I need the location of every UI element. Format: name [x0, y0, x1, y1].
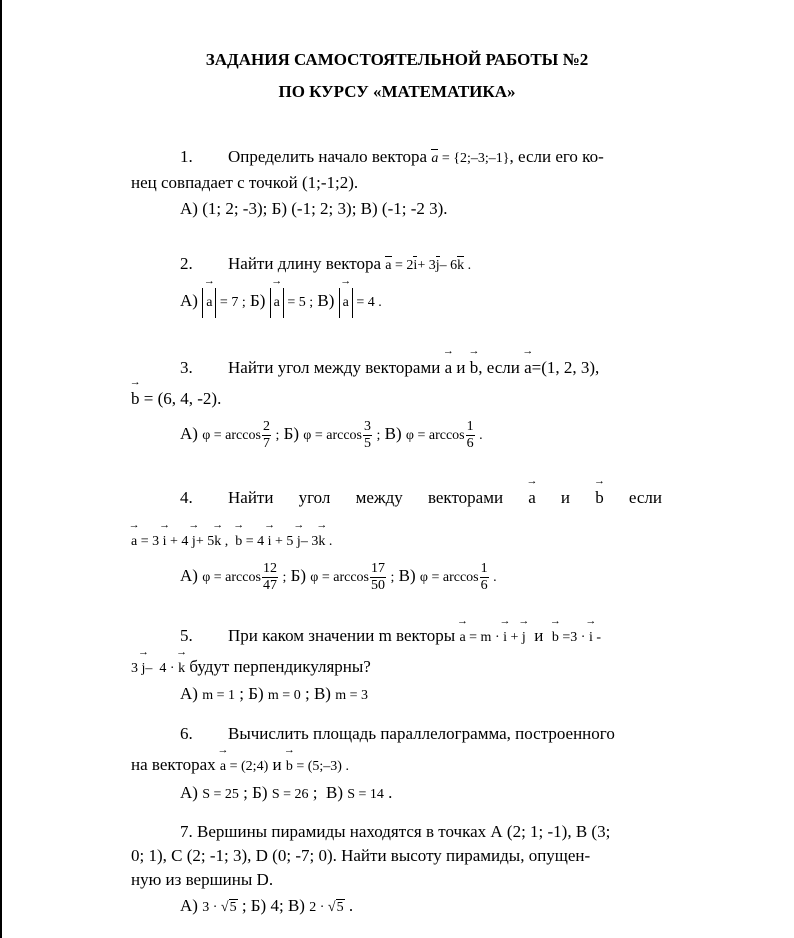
task-7-answers: А) 3 · √5 ; Б) 4; В) 2 · √5 . — [180, 896, 354, 915]
task-3-answers: А) φ = arccos $\frac{2}{7}$ ; Б) φ = arccos $\frac{3}{5}$ ; В) φ = arccos $\frac{1}{6}$ . — [180, 419, 483, 452]
task-7-line3: ную из вершины D. — [131, 870, 274, 889]
task-5-line2: 3 → j– 4 · → k будут перпендикулярны? — [131, 657, 371, 679]
page-subtitle: ПО КУРСУ «МАТЕМАТИКА» — [278, 82, 516, 101]
task-6-answers: А) S = 25 ; Б) S = 26 ; В) S = 14 . — [180, 783, 393, 802]
task-3-line1: Найти угол между векторами → a и → b, если → a=(1, 2, 3), — [228, 358, 599, 378]
task-6-line1: Вычислить площадь параллелограмма, построенного — [228, 724, 615, 743]
task-4-line2: → a = 3 → i + 4 → j+ 5→ k , → b = 4 → i + 5 → j– 3→ k . — [131, 530, 332, 552]
task-3-number: 3. — [180, 358, 193, 377]
task-4-number: 4. — [180, 488, 193, 507]
task-6-line2: на векторах → a = (2;4) и → b = (5;–3) . — [131, 755, 349, 777]
task-2-number: 2. — [180, 254, 193, 273]
page-title: ЗАДАНИЯ САМОСТОЯТЕЛЬНОЙ РАБОТЫ №2 — [205, 50, 589, 69]
task-2-answers: А) → a = 7 ; Б) → a = 5 ; В) → a = 4 . — [180, 286, 382, 318]
task-2-line1: Найти длину вектора a = 2i+ 3j– 6k . — [228, 254, 472, 273]
task-4-answers: А) φ = arccos $\frac{12}{47}$ ; Б) φ = arccos $\frac{17}{50}$ ; В) φ = arccos $\frac{1}{6}$ . — [180, 561, 497, 594]
task-1-line2: нец совпадает с точкой (1;-1;2). — [131, 173, 359, 192]
task-3-line2: → b = (6, 4, -2). — [131, 389, 221, 409]
task-1-line1: Определить начало вектора a = {2;–3;–1}, если его ко- — [228, 147, 604, 166]
page-left-border — [0, 0, 2, 938]
task-1-answers: А) (1; 2; -3); Б) (-1; 2; 3); В) (-1; -2 3). — [180, 199, 448, 218]
task-4-line1: Найти угол между векторами → a и → b если — [228, 488, 662, 508]
task-7-line1: 7. Вершины пирамиды находятся в точках А (2; 1; -1), В (3; — [180, 822, 611, 841]
task-5-answers: А) m = 1 ; Б) m = 0 ; В) m = 3 — [180, 684, 368, 703]
task-6-number: 6. — [180, 724, 193, 743]
task-5-number: 5. — [180, 626, 193, 645]
task-5-line1: При каком значении m векторы → a = m · → i + → j и → b =3 · → i - — [228, 626, 601, 648]
task-7-line2: 0; 1), С (2; -1; 3), D (0; -7; 0). Найти высоту пирамиды, опущен- — [131, 846, 591, 865]
task-1-number: 1. — [180, 147, 193, 166]
